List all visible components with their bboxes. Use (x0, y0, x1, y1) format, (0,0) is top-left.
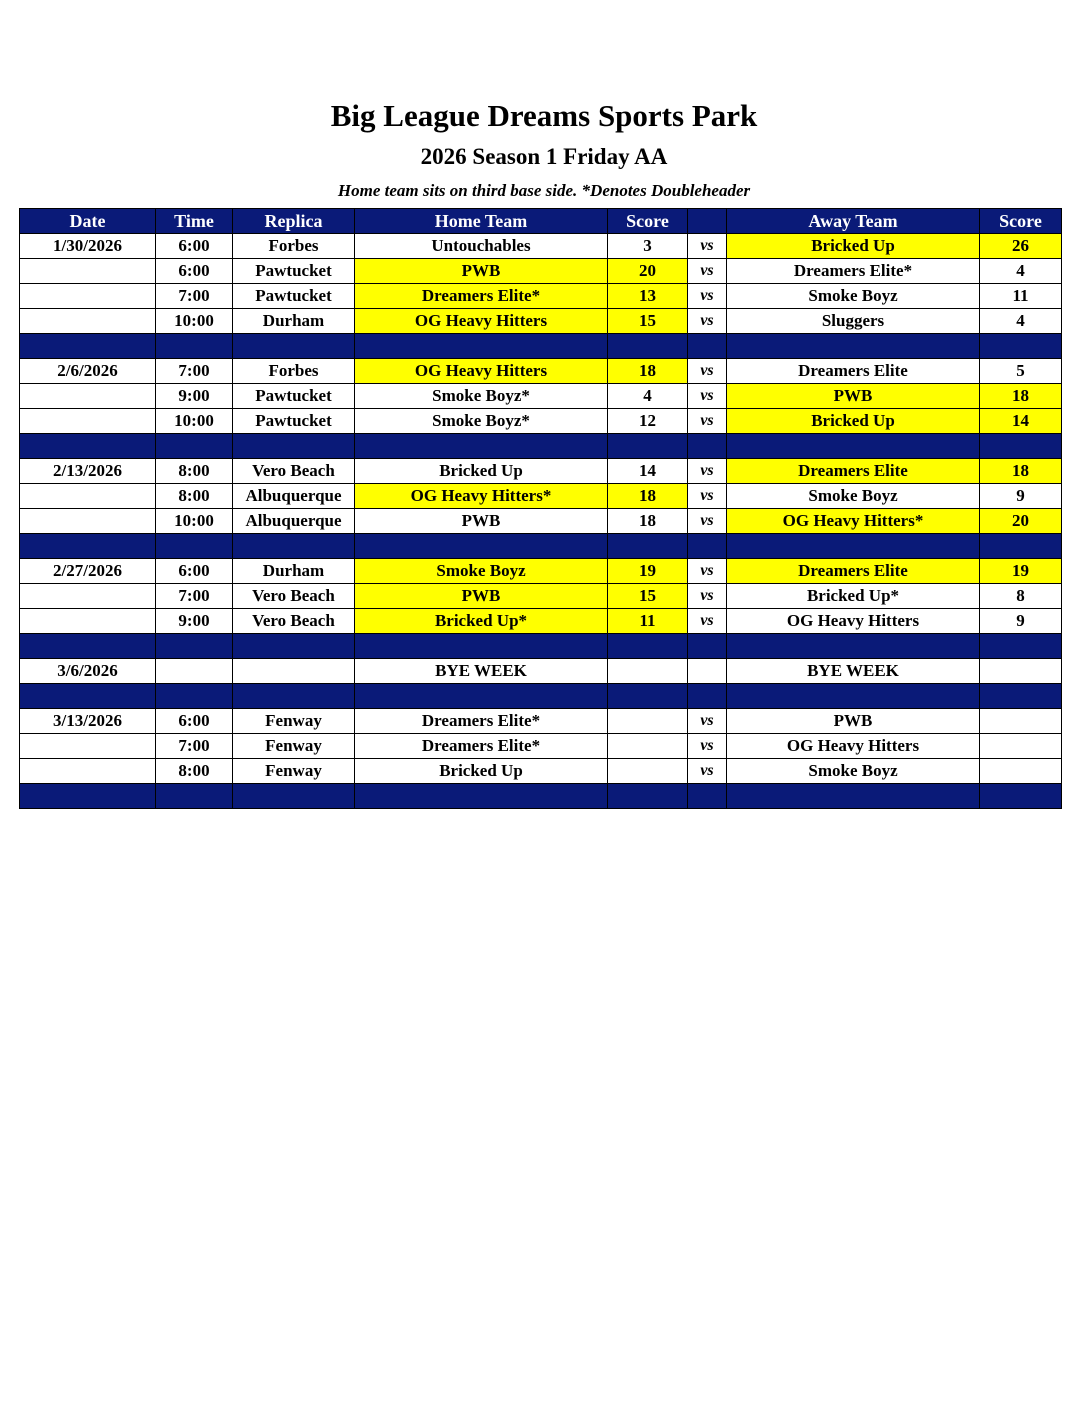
col-header-date: Date (20, 209, 156, 234)
home-score-cell: 13 (608, 284, 688, 309)
separator-cell (156, 334, 233, 359)
separator-cell (156, 784, 233, 809)
col-header-vs (688, 209, 727, 234)
away-team-cell: Dreamers Elite (727, 459, 980, 484)
vs-cell: vs (688, 734, 727, 759)
separator-cell (688, 434, 727, 459)
table-row (20, 734, 1062, 759)
time-cell: 7:00 (156, 359, 233, 384)
page-subtitle: 2026 Season 1 Friday AA (420, 144, 668, 169)
away-team-cell: Bricked Up (727, 409, 980, 434)
separator-cell (980, 784, 1062, 809)
time-cell: 7:00 (156, 284, 233, 309)
date-cell (20, 609, 156, 634)
home-team-cell: Untouchables (355, 234, 608, 259)
away-score-cell: 8 (980, 584, 1062, 609)
replica-cell: Pawtucket (233, 284, 355, 309)
table-row (20, 284, 1062, 309)
vs-cell: vs (688, 384, 727, 409)
separator-cell (688, 784, 727, 809)
separator-cell (727, 784, 980, 809)
replica-cell: Albuquerque (233, 509, 355, 534)
table-row (20, 509, 1062, 534)
time-cell: 7:00 (156, 584, 233, 609)
vs-cell: vs (688, 234, 727, 259)
vs-cell: vs (688, 609, 727, 634)
vs-cell: vs (688, 284, 727, 309)
vs-cell: vs (688, 509, 727, 534)
separator-cell (727, 534, 980, 559)
separator-cell (156, 634, 233, 659)
separator-cell (355, 634, 608, 659)
separator-cell (233, 434, 355, 459)
date-cell: 2/6/2026 (20, 359, 156, 384)
home-score-cell (608, 734, 688, 759)
vs-cell: vs (688, 309, 727, 334)
home-team-cell: OG Heavy Hitters* (355, 484, 608, 509)
separator-cell (727, 334, 980, 359)
schedule-note: Home team sits on third base side. *Denotes Doubleheader (337, 181, 751, 200)
away-team-cell: Sluggers (727, 309, 980, 334)
home-score-cell: 18 (608, 484, 688, 509)
away-team-cell: Smoke Boyz (727, 284, 980, 309)
away-team-cell: OG Heavy Hitters (727, 609, 980, 634)
replica-cell: Fenway (233, 734, 355, 759)
away-team-cell: Dreamers Elite (727, 359, 980, 384)
vs-cell: vs (688, 584, 727, 609)
separator-cell (608, 334, 688, 359)
separator-row (20, 684, 1062, 709)
separator-cell (608, 684, 688, 709)
replica-cell: Pawtucket (233, 259, 355, 284)
date-cell (20, 259, 156, 284)
date-cell (20, 409, 156, 434)
table-row (20, 359, 1062, 384)
away-score-cell: 9 (980, 484, 1062, 509)
separator-cell (980, 634, 1062, 659)
replica-cell: Fenway (233, 759, 355, 784)
away-team-cell: Dreamers Elite* (727, 259, 980, 284)
schedule-table (19, 208, 1062, 809)
away-score-cell: 18 (980, 459, 1062, 484)
date-cell (20, 284, 156, 309)
date-cell (20, 484, 156, 509)
away-team-cell: Bricked Up* (727, 584, 980, 609)
separator-row (20, 434, 1062, 459)
home-team-cell: OG Heavy Hitters (355, 309, 608, 334)
away-score-cell: 19 (980, 559, 1062, 584)
replica-cell: Pawtucket (233, 384, 355, 409)
col-header-home-team: Home Team (355, 209, 608, 234)
home-score-cell: 3 (608, 234, 688, 259)
away-score-cell: 4 (980, 259, 1062, 284)
away-team-cell: PWB (727, 384, 980, 409)
table-row (20, 384, 1062, 409)
col-header-home-score: Score (608, 209, 688, 234)
vs-cell: vs (688, 409, 727, 434)
away-score-cell: 20 (980, 509, 1062, 534)
separator-cell (355, 534, 608, 559)
time-cell (156, 659, 233, 684)
time-cell: 10:00 (156, 509, 233, 534)
separator-cell (608, 534, 688, 559)
table-row (20, 234, 1062, 259)
separator-cell (727, 434, 980, 459)
time-cell: 10:00 (156, 409, 233, 434)
time-cell: 7:00 (156, 734, 233, 759)
home-team-cell: Smoke Boyz* (355, 384, 608, 409)
replica-cell: Vero Beach (233, 584, 355, 609)
date-cell: 3/6/2026 (20, 659, 156, 684)
table-row (20, 759, 1062, 784)
date-cell (20, 309, 156, 334)
col-header-time: Time (156, 209, 233, 234)
home-score-cell: 19 (608, 559, 688, 584)
separator-row (20, 334, 1062, 359)
away-team-cell: Smoke Boyz (727, 484, 980, 509)
home-team-cell: Bricked Up* (355, 609, 608, 634)
home-team-cell: OG Heavy Hitters (355, 359, 608, 384)
time-cell: 6:00 (156, 234, 233, 259)
home-score-cell (608, 709, 688, 734)
home-team-cell: Dreamers Elite* (355, 734, 608, 759)
table-row (20, 609, 1062, 634)
separator-cell (608, 434, 688, 459)
separator-cell (608, 634, 688, 659)
table-row (20, 309, 1062, 334)
separator-row (20, 784, 1062, 809)
vs-cell: vs (688, 709, 727, 734)
away-score-cell (980, 659, 1062, 684)
schedule-body (20, 234, 1062, 809)
time-cell: 9:00 (156, 384, 233, 409)
date-cell (20, 759, 156, 784)
date-cell (20, 734, 156, 759)
home-score-cell: 11 (608, 609, 688, 634)
time-cell: 6:00 (156, 559, 233, 584)
replica-cell: Pawtucket (233, 409, 355, 434)
time-cell: 6:00 (156, 709, 233, 734)
separator-cell (233, 784, 355, 809)
page-title: Big League Dreams Sports Park (330, 98, 758, 133)
away-team-cell: Bricked Up (727, 234, 980, 259)
date-cell (20, 584, 156, 609)
separator-cell (355, 784, 608, 809)
replica-cell: Albuquerque (233, 484, 355, 509)
separator-cell (233, 634, 355, 659)
home-team-cell: Smoke Boyz (355, 559, 608, 584)
separator-cell (355, 334, 608, 359)
time-cell: 9:00 (156, 609, 233, 634)
away-score-cell: 4 (980, 309, 1062, 334)
home-score-cell: 14 (608, 459, 688, 484)
home-score-cell: 15 (608, 584, 688, 609)
date-cell: 1/30/2026 (20, 234, 156, 259)
time-cell: 8:00 (156, 759, 233, 784)
home-team-cell: PWB (355, 509, 608, 534)
vs-cell: vs (688, 759, 727, 784)
table-header-row (20, 209, 1062, 234)
table-row (20, 459, 1062, 484)
time-cell: 10:00 (156, 309, 233, 334)
separator-cell (156, 684, 233, 709)
home-score-cell: 4 (608, 384, 688, 409)
table-row (20, 259, 1062, 284)
away-team-cell: Smoke Boyz (727, 759, 980, 784)
separator-cell (688, 334, 727, 359)
separator-cell (20, 534, 156, 559)
separator-cell (688, 684, 727, 709)
separator-cell (156, 434, 233, 459)
table-row (20, 709, 1062, 734)
replica-cell: Forbes (233, 234, 355, 259)
replica-cell: Forbes (233, 359, 355, 384)
away-score-cell (980, 759, 1062, 784)
separator-cell (688, 634, 727, 659)
separator-cell (233, 334, 355, 359)
home-team-cell: PWB (355, 259, 608, 284)
separator-cell (355, 684, 608, 709)
separator-cell (688, 534, 727, 559)
col-header-away-score: Score (980, 209, 1062, 234)
vs-cell: vs (688, 459, 727, 484)
replica-cell: Durham (233, 559, 355, 584)
table-row (20, 409, 1062, 434)
away-score-cell (980, 709, 1062, 734)
vs-cell (688, 659, 727, 684)
vs-cell: vs (688, 359, 727, 384)
separator-cell (980, 334, 1062, 359)
away-score-cell: 5 (980, 359, 1062, 384)
separator-cell (608, 784, 688, 809)
home-team-cell: Dreamers Elite* (355, 284, 608, 309)
away-score-cell: 14 (980, 409, 1062, 434)
separator-cell (727, 684, 980, 709)
home-score-cell: 18 (608, 509, 688, 534)
replica-cell: Fenway (233, 709, 355, 734)
away-score-cell: 18 (980, 384, 1062, 409)
table-row (20, 559, 1062, 584)
date-cell: 2/27/2026 (20, 559, 156, 584)
away-score-cell: 11 (980, 284, 1062, 309)
replica-cell: Durham (233, 309, 355, 334)
col-header-replica: Replica (233, 209, 355, 234)
replica-cell (233, 659, 355, 684)
separator-cell (156, 534, 233, 559)
vs-cell: vs (688, 259, 727, 284)
home-team-cell: Smoke Boyz* (355, 409, 608, 434)
time-cell: 8:00 (156, 459, 233, 484)
separator-cell (727, 634, 980, 659)
home-team-cell: Dreamers Elite* (355, 709, 608, 734)
date-cell (20, 509, 156, 534)
vs-cell: vs (688, 484, 727, 509)
home-score-cell (608, 759, 688, 784)
away-team-cell: OG Heavy Hitters (727, 734, 980, 759)
away-team-cell: Dreamers Elite (727, 559, 980, 584)
away-team-cell: PWB (727, 709, 980, 734)
vs-cell: vs (688, 559, 727, 584)
separator-cell (980, 684, 1062, 709)
table-row (20, 484, 1062, 509)
away-team-cell: BYE WEEK (727, 659, 980, 684)
home-team-cell: Bricked Up (355, 459, 608, 484)
home-score-cell (608, 659, 688, 684)
home-team-cell: BYE WEEK (355, 659, 608, 684)
home-team-cell: PWB (355, 584, 608, 609)
separator-cell (20, 434, 156, 459)
home-team-cell: Bricked Up (355, 759, 608, 784)
separator-cell (20, 684, 156, 709)
table-row (20, 659, 1062, 684)
separator-cell (980, 534, 1062, 559)
time-cell: 6:00 (156, 259, 233, 284)
date-cell: 3/13/2026 (20, 709, 156, 734)
separator-row (20, 634, 1062, 659)
away-score-cell: 9 (980, 609, 1062, 634)
date-cell (20, 384, 156, 409)
separator-cell (980, 434, 1062, 459)
col-header-away-team: Away Team (727, 209, 980, 234)
separator-cell (20, 634, 156, 659)
separator-cell (20, 784, 156, 809)
separator-cell (233, 684, 355, 709)
away-score-cell (980, 734, 1062, 759)
away-team-cell: OG Heavy Hitters* (727, 509, 980, 534)
home-score-cell: 20 (608, 259, 688, 284)
time-cell: 8:00 (156, 484, 233, 509)
separator-row (20, 534, 1062, 559)
separator-cell (355, 434, 608, 459)
away-score-cell: 26 (980, 234, 1062, 259)
replica-cell: Vero Beach (233, 459, 355, 484)
separator-cell (20, 334, 156, 359)
table-row (20, 584, 1062, 609)
replica-cell: Vero Beach (233, 609, 355, 634)
home-score-cell: 15 (608, 309, 688, 334)
home-score-cell: 18 (608, 359, 688, 384)
home-score-cell: 12 (608, 409, 688, 434)
date-cell: 2/13/2026 (20, 459, 156, 484)
separator-cell (233, 534, 355, 559)
